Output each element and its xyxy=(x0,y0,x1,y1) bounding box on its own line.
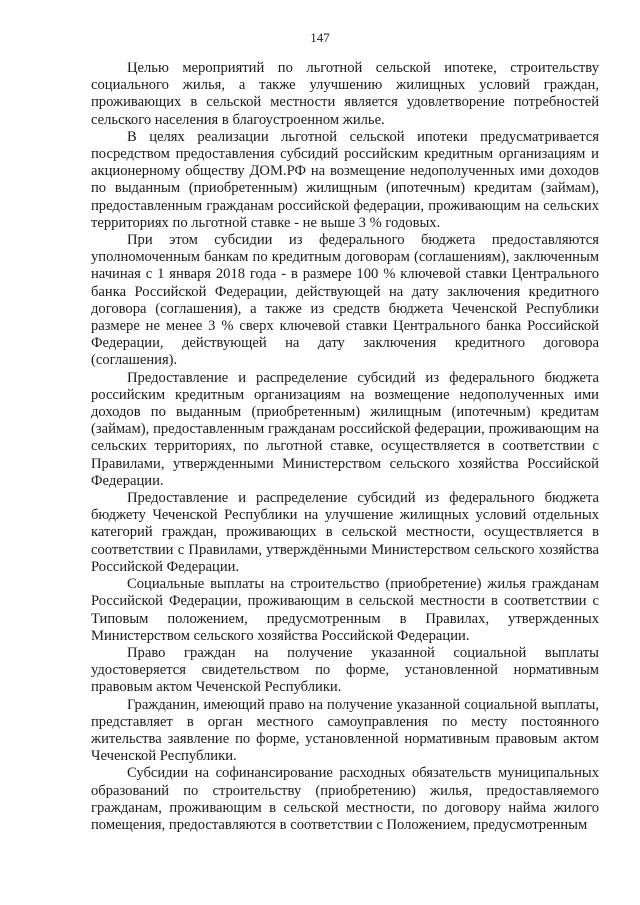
paragraph: Социальные выплаты на строительство (приобретение) жилья гражданам Российской Федерации, проживающим в сельской местности в соответствии с Типовым положением, предусмотренным в Правилах, утвержденных Министерством сельского хозяйства Российской Федерации. xyxy=(91,576,599,644)
paragraph: Целью мероприятий по льготной сельской ипотеке, строительству социального жилья, а также улучшению жилищных условий граждан, проживающих в сельской местности является удовлетворение потребностей сельского населения в благоустроенном жилье. xyxy=(91,60,599,128)
paragraph: Право граждан на получение указанной социальной выплаты удостоверяется свидетельством по форме, установленной нормативным правовым актом Чеченской Республики. xyxy=(91,644,599,696)
paragraph: Гражданин, имеющий право на получение указанной социальной выплаты, представляет в орган местного самоуправления по месту постоянного жительства заявление по форме, установленной нормативным правовым актом Чеченской Республики. xyxy=(91,696,599,765)
paragraph: Предоставление и распределение субсидий из федерального бюджета бюджету Чеченской Республики на улучшение жилищных условий отдельных категорий граждан, проживающих в сельской местности, осуществляется в соответствии с Правилами, утверждёнными Министерством сельского хозяйства Российской Федерации. xyxy=(91,490,599,575)
paragraph: При этом субсидии из федерального бюджета предоставляются уполномоченным банкам по кредитным договорам (соглашениям), заключенным начиная с 1 января 2018 года - в размере 100 % ключевой ставки Центрального банка Российской Федерации, действующей на дату заключения кредитного договора (соглашения), а также из средств бюджета Чеченской Республики размере не менее 3 % сверх ключевой ставки Центрального банка Российской Федерации, действующей на дату заключения кредитного договора (соглашения). xyxy=(91,232,599,369)
paragraph: Предоставление и распределение субсидий из федерального бюджета российским кредитным организациям на возмещение недополученных ими доходов по выданным (приобретенным) жилищным (ипотечным) кредитам (займам), предоставленным гражданам российской федерации, проживающим на сельских территориях, по льготной ставке, осуществляется в соответствии с Правилами, утвержденными Министерством сельского хозяйства Российской Федерации. xyxy=(91,369,599,489)
page-number: 147 xyxy=(310,30,330,45)
paragraph: В целях реализации льготной сельской ипотеки предусматривается посредством предоставления субсидий российским кредитным организациям и акционерному обществу ДОМ.РФ на возмещение недополученных ими доходов по выданным (приобретенным) жилищным (ипотечным) кредитам (займам), предоставленным гражданам российской федерации, проживающим на сельских территориях по льготной ставке - не выше 3 % годовых. xyxy=(91,128,599,231)
paragraph-last: Субсидии на софинансирование расходных обязательств муниципальных образований по строительству (приобретению) жилья, предоставляемого гражданам, проживающим в сельской местности, по договору найма жилого помещения, предоставляются в соответствии с Положением, предусмотренным xyxy=(91,765,599,833)
document-body xyxy=(91,60,599,834)
